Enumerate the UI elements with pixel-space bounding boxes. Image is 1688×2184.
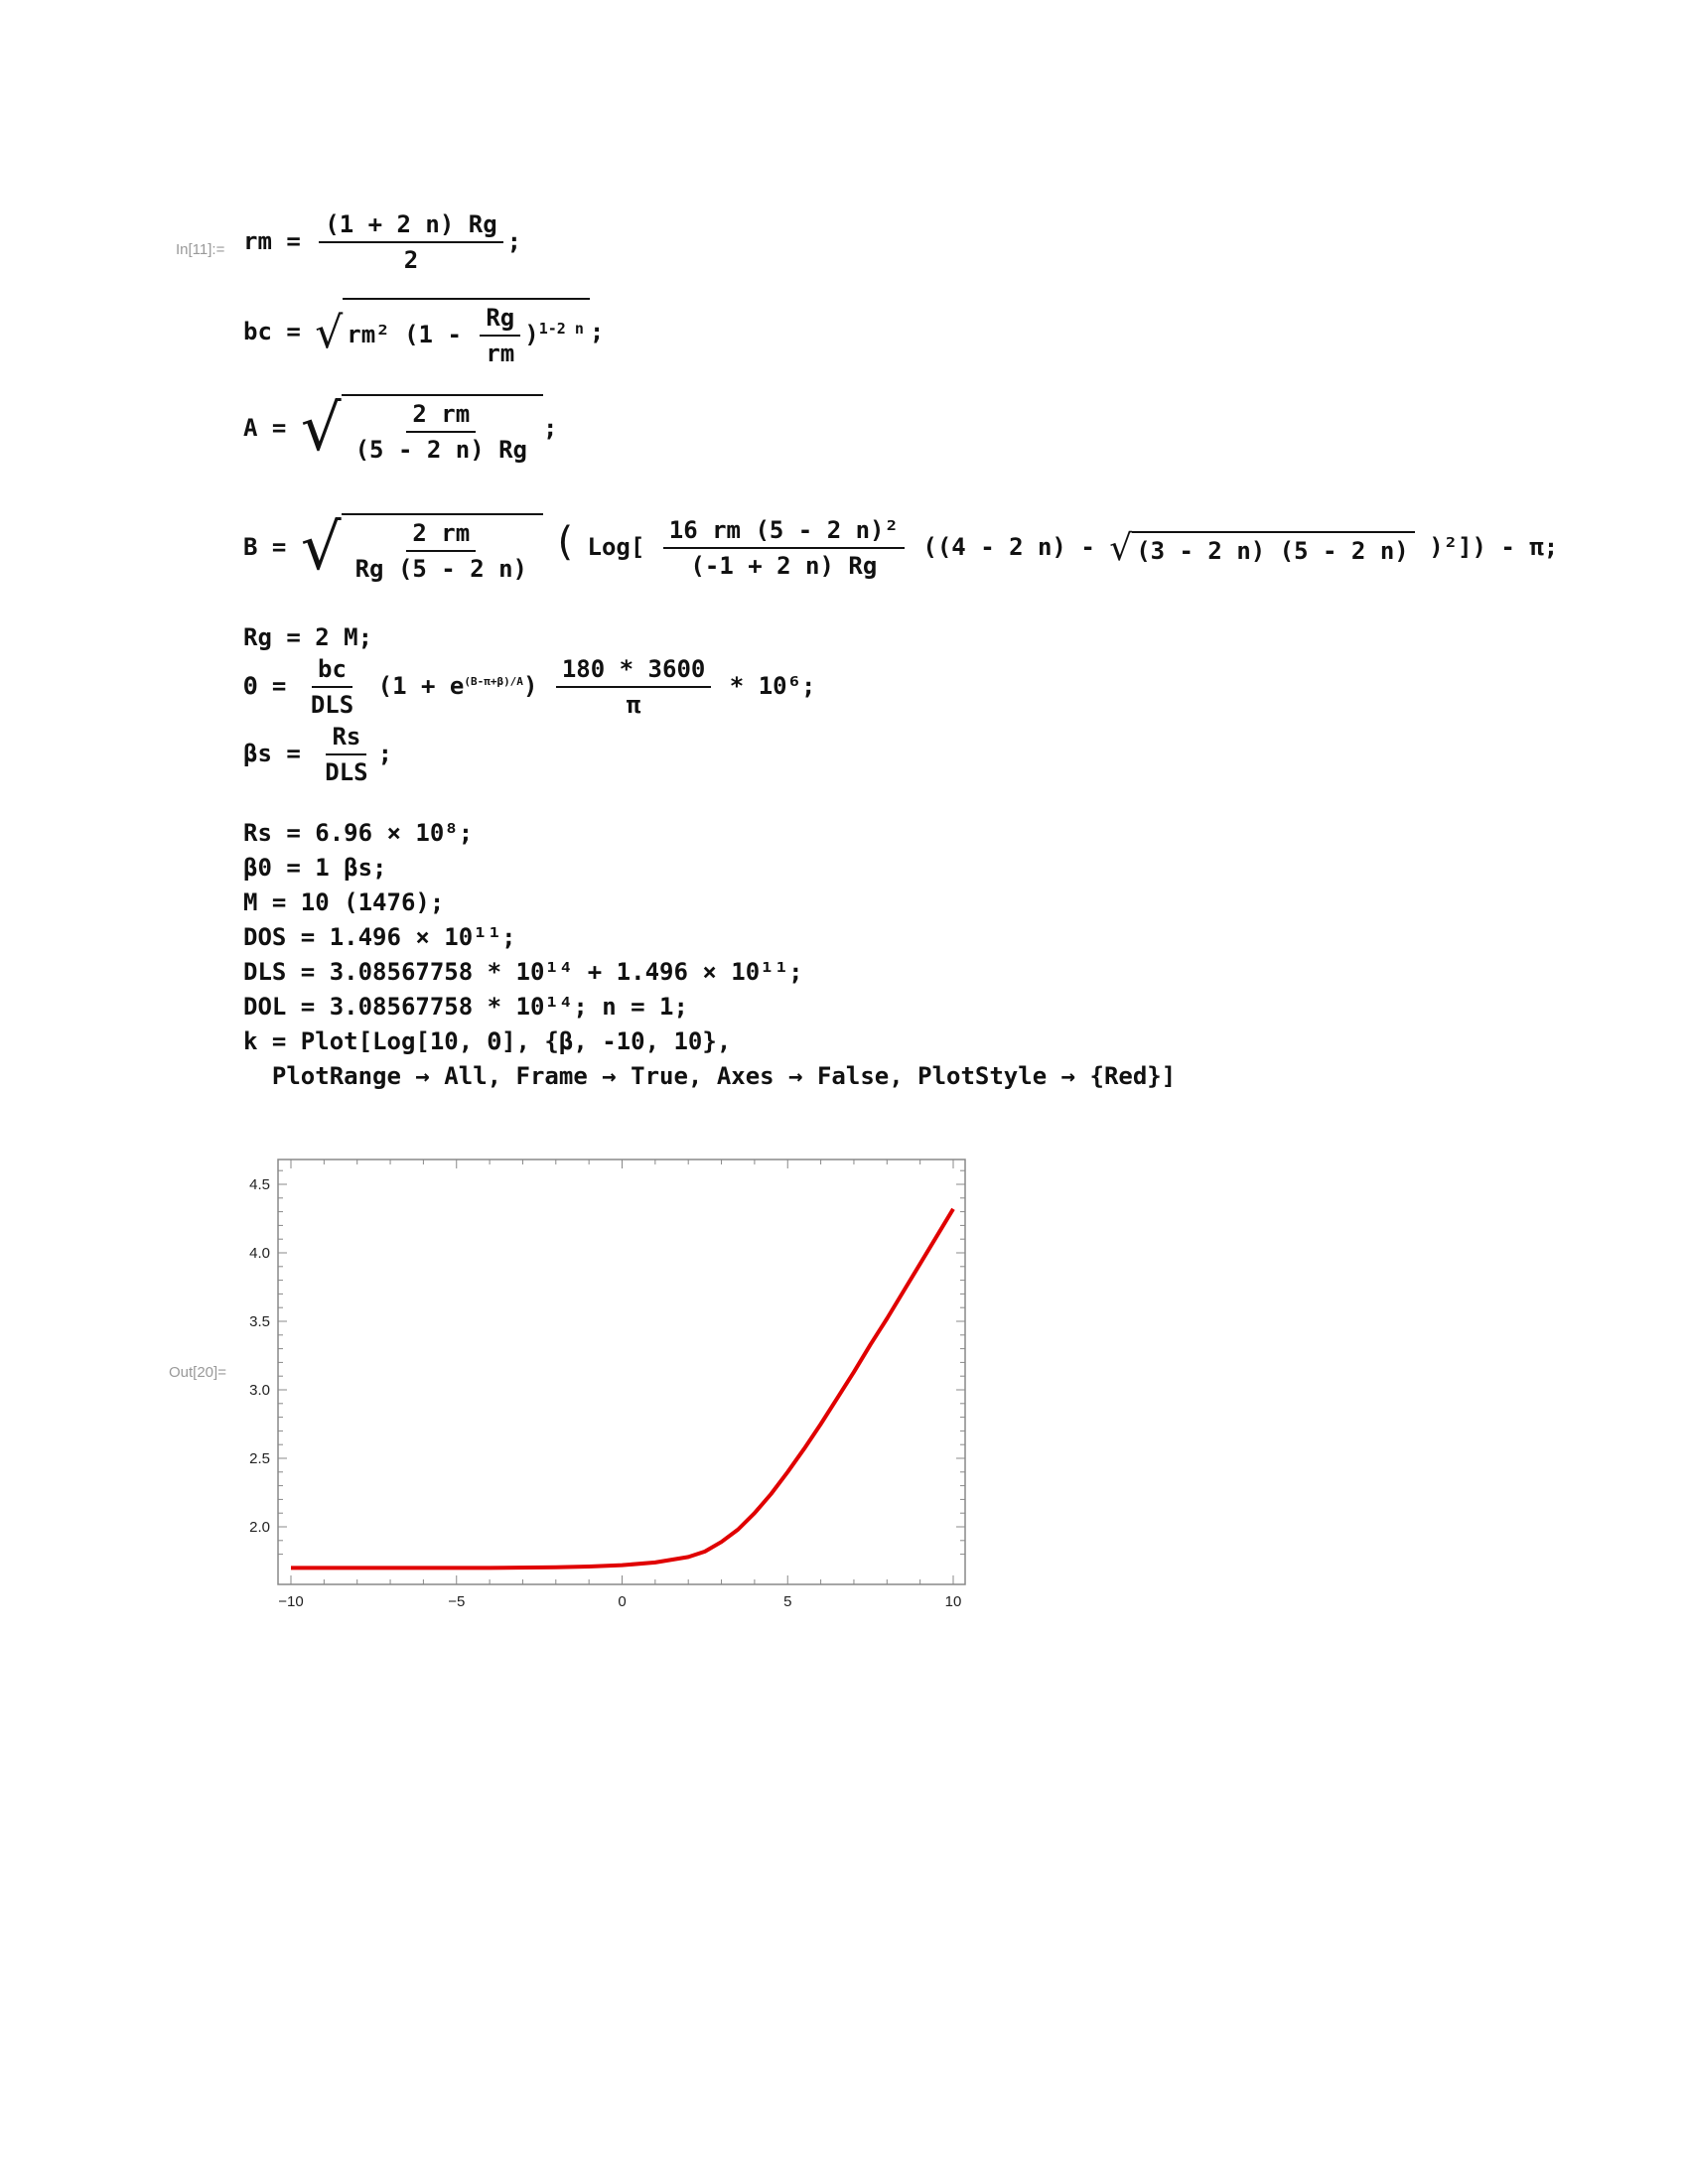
theta-mid: (1 + e [377,672,465,700]
b-inner-a: ((4 - 2 n) - [922,533,1095,561]
theta-close: ) [522,672,538,700]
a-denominator: (5 - 2 n) Rg [354,436,527,464]
code-line-dls[interactable]: DLS = 3.08567758 * 10¹⁴ + 1.496 × 10¹¹; [243,958,803,986]
theta-lhs: Θ = [243,672,287,700]
theta-denominator-1: DLS [310,691,354,719]
b-inner-close: )²]) - π; [1429,533,1559,561]
betas-lhs: βs = [243,740,301,767]
radical-sign-icon: √ [315,307,344,358]
series-line [291,1209,953,1569]
code-line-dol[interactable]: DOL = 3.08567758 * 10¹⁴; n = 1; [243,993,688,1021]
code-line-beta0[interactable]: β0 = 1 βs; [243,854,387,882]
code-line-dos[interactable]: DOS = 1.496 × 10¹¹; [243,923,516,951]
betas-numerator: Rs [326,723,366,755]
output-cell-label: Out[20]= [169,1364,226,1381]
rm-definition[interactable]: rm = $\frac{(1 + 2 n) Rg}{2}$ ; [243,210,522,274]
theta-numerator-1: bc [312,655,352,688]
radical-sign-icon: √ [1109,527,1133,569]
rm-numerator: (1 + 2 n) Rg [319,210,502,243]
bc-lhs: bc = [243,318,301,345]
a-lhs: A = [243,414,287,442]
code-line-rs[interactable]: Rs = 6.96 × 10⁸; [243,819,474,847]
bc-exponent: 1-2 n [538,320,584,338]
theta-numerator-2: 180 * 3600 [556,655,712,688]
code-line-plot-options[interactable]: PlotRange → All, Frame → True, Axes → False, PlotStyle → {Red}] [243,1062,1177,1090]
y-tick-label: 2.0 [249,1519,270,1536]
y-tick-label: 2.5 [249,1450,270,1467]
theta-denominator-2: π [626,691,641,719]
theta-tail: * 10⁶; [729,672,816,700]
betas-denominator: DLS [325,758,368,786]
code-line-m[interactable]: M = 10 (1476); [243,888,445,916]
y-tick-label: 4.0 [249,1245,270,1262]
bc-sqrt-body: rm² (1 - $\frac{Rg}{rm}$ )$^{1-2 n}$ [343,298,590,367]
plot-frame [278,1160,965,1584]
x-tick-label: 0 [618,1593,627,1610]
y-tick-label: 4.5 [249,1176,270,1193]
b-inner-sqrt-body: (3 - 2 n) (5 - 2 n) [1132,531,1415,565]
b-numerator: 2 rm [406,519,476,552]
a-definition[interactable]: A = √ $\frac{2 rm}{(5 - 2 n) Rg}$ ; [243,392,558,466]
bc-inner-denominator: rm [486,340,515,367]
radical-sign-icon: √ [300,392,342,466]
rm-lhs: rm = [243,227,301,255]
rm-denominator: 2 [403,246,419,274]
b-log: Log[ [587,533,645,561]
b-log-denominator: (-1 + 2 n) Rg [690,552,878,580]
x-tick-label: 5 [783,1593,792,1610]
theta-exponent: (B-π+β)/A [464,675,523,688]
b-log-numerator: 16 rm (5 - 2 n)² [663,516,905,549]
bc-body: rm² (1 - [347,321,462,348]
bc-inner-numerator: Rg [480,304,520,337]
b-denominator: Rg (5 - 2 n) [354,555,527,583]
b-lhs: B = [243,533,287,561]
y-tick-label: 3.5 [249,1313,270,1330]
radical-sign-icon: √ [300,511,342,585]
rg-definition[interactable]: Rg = 2 M; [243,623,373,651]
betas-definition[interactable]: βs = $\frac{Rs}{\text{DLS}}$ ; [243,723,393,786]
bc-definition[interactable]: bc = √ rm² (1 - $\frac{Rg}{rm}$ )$^{1-2 n}$ ; [243,298,604,367]
y-tick-label: 3.0 [249,1382,270,1399]
input-cell-label: In[11]:= [176,241,225,258]
a-numerator: 2 rm [406,400,476,433]
code-line-plot[interactable]: k = Plot[Log[10, Θ], {β, -10, 10}, [243,1027,732,1055]
x-tick-label: −5 [448,1593,466,1610]
open-paren: ( [557,519,574,565]
x-tick-label: −10 [278,1593,304,1610]
x-tick-label: 10 [944,1593,962,1610]
